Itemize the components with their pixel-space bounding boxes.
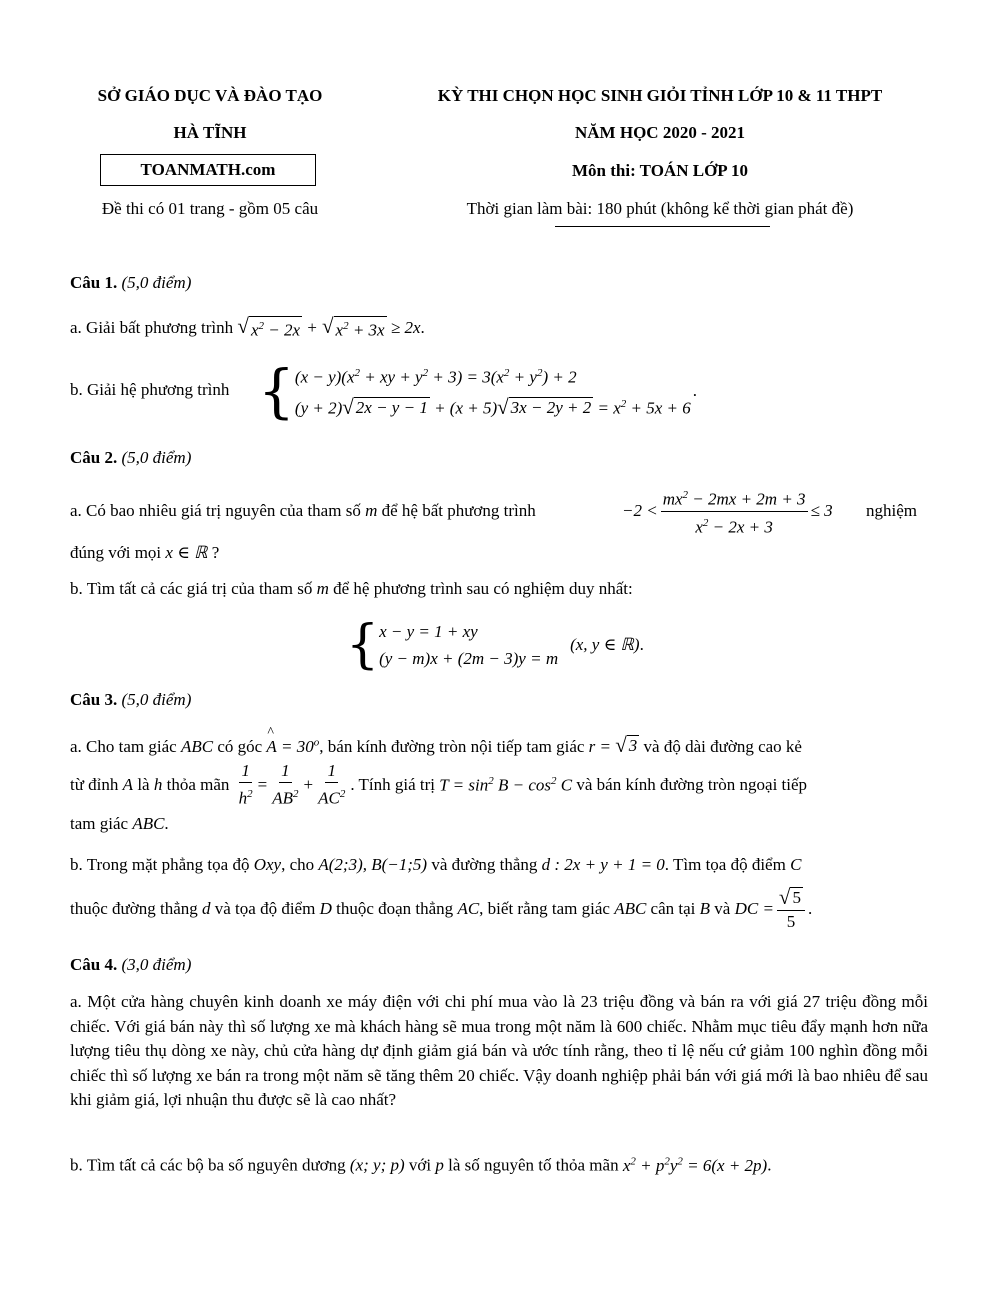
q4b-text3: là số nguyên tố thỏa mãn: [448, 1155, 619, 1175]
question-3-heading: [70, 690, 191, 710]
question-2a-line1: a. Có bao nhiêu giá trị nguyên của tham số m để hệ bất phương trình: [70, 501, 536, 520]
q3b-text9: cân tại: [650, 899, 696, 918]
q3b-text7: thuộc đoạn thẳng: [336, 899, 454, 918]
q3b-text2: , cho: [281, 855, 315, 874]
subject: Môn thi: TOÁN LỚP 10: [571, 161, 748, 180]
q3b-text1: b. Trong mặt phẳng tọa độ: [70, 855, 250, 874]
question-4-heading: [70, 955, 191, 975]
q4b-text1: b. Tìm tất cả các bộ ba số nguyên dương: [70, 1155, 346, 1175]
question-2-heading: [70, 448, 191, 468]
question-2b-text: b. Tìm tất cả các giá trị của tham số: [70, 579, 313, 598]
q3a-text7: thỏa mãn: [166, 774, 230, 794]
header-department: SỞ GIÁO DỤC VÀ ĐÀO TẠO: [97, 86, 323, 105]
question-1a-text: a. Giải bất phương trình: [70, 318, 234, 337]
q3a-text1: a. Cho tam giác: [70, 737, 177, 756]
q3b-text4: . Tìm tọa độ điểm: [664, 855, 786, 874]
q3b-text8: , biết rằng tam giác: [479, 899, 610, 918]
q3b-text3: và đường thẳng: [431, 855, 538, 874]
question-3a-line1: a. Cho tam giác ABC có góc ^ $A = 30^o$, bán kính đường tròn nội tiếp tam giác r = √ 3 và độ dài đường cao kẻ: [70, 735, 802, 757]
question-3a-line3: tam giác ABC.: [70, 814, 169, 833]
q3a-text3: , bán kính đường tròn nội tiếp tam giác: [319, 737, 585, 756]
school-year: NĂM HỌC 2020 - 2021: [575, 123, 745, 142]
question-2a-inequality: −2 < $\frac{mx^2 - 2mx + 2m + 3}{x^2 - 2x + 3}$ ≤ 3: [622, 486, 833, 536]
q3b-text5: thuộc đường thẳng: [70, 899, 198, 918]
site-box: [100, 154, 316, 186]
question-4-points: (3,0 điểm): [121, 955, 192, 974]
question-3b-line2: thuộc đường thẳng d và tọa độ điểm D thuộc đoạn thẳng AC , biết rằng tam giác ABC cân tại B và DC = √ 5 5 .: [70, 885, 813, 931]
question-4-title: Câu 4.: [70, 955, 118, 974]
header-page-info: Đề thi có 01 trang - gồm 05 câu: [101, 199, 319, 218]
question-1a-formula: √ $x^2 - 2x$ + √ $x^2 + 3x$ ≥ 2x: [237, 314, 421, 340]
q3a-text4: và độ dài đường cao kẻ: [643, 737, 802, 756]
question-4b: b. Tìm tất cả các bộ ba số nguyên dương (x; y; p) với p là số nguyên tố thỏa mãn $x^2 + p^2y^2 = 6(x + 2p)$.: [70, 1155, 772, 1175]
question-2a-text2: để hệ bất phương trình: [381, 501, 536, 520]
question-1b-label: b. Giải hệ phương trình: [70, 380, 230, 399]
question-4a-paragraph: a. Một cửa hàng chuyên kinh doanh xe máy điện với chi phí mua vào là 23 triệu đồng và bán ra với giá 27 triệu đồng mỗi chiếc. Với giá bán này thì số lượng xe mà khách hàng sẽ mua trong một năm là 600 chiếc. Nhằm mục tiêu đẩy mạnh hơn nữa lượng tiêu thụ dòng xe này, chủ cửa hàng dự định giảm giá bán và ước tính rằng, theo tỉ lệ nếu cứ giảm 100 nghìn đồng mỗi chiếc thì số lượng xe bán ra trong một năm sẽ tăng thêm 20 chiếc. Vậy doanh nghiệp phải bán với giá mới là bao nhiêu để sau khi giảm giá, lợi nhuận thu được sẽ là cao nhất?: [70, 992, 928, 1109]
question-2a-tail: nghiệm: [866, 501, 917, 520]
q4b-text2: với: [408, 1155, 432, 1175]
question-2-points: (5,0 điểm): [121, 448, 192, 467]
question-3b-line1: b. Trong mặt phẳng tọa độ Oxy, cho A(2;3), B(−1;5) và đường thẳng d : 2x + y + 1 = 0. Tìm tọa độ điểm C: [70, 855, 802, 874]
header-province: HÀ TĨNH: [173, 123, 247, 142]
question-3-points: (5,0 điểm): [121, 690, 192, 709]
question-1-points: (5,0 điểm): [121, 273, 192, 292]
system-brace-2: {: [346, 615, 380, 675]
question-2a-line2: đúng với mọi x ∈ ℝ ?: [70, 543, 220, 562]
question-2-title: Câu 2.: [70, 448, 118, 467]
q3b-text10: và: [714, 899, 731, 918]
question-2b-text2: để hệ phương trình sau có nghiệm duy nhất:: [333, 579, 633, 598]
header-divider: [555, 226, 770, 227]
question-2b-system: { x − y = 1 + xy (y − m)x + (2m − 3)y = m (x, y ∈ ℝ) .: [346, 615, 644, 675]
question-1-title: Câu 1.: [70, 273, 118, 292]
exam-title: KỲ THI CHỌN HỌC SINH GIỎI TỈNH LỚP 10 & 11 THPT: [437, 86, 883, 105]
question-3a-line2: từ đỉnh A là h thỏa mãn $\frac{1}{h^2}$ = $\frac{1}{AB^2}$ + $\frac{1}{AC^2}$ . Tính giá trị $T = \sin^2 B - \cos^2 C$ và bán kính đường tròn ngoại tiếp: [70, 761, 808, 808]
question-1a: a. Giải bất phương trình √ $x^2 - 2x$ + √ $x^2 + 3x$ ≥ 2x.: [70, 314, 425, 340]
q3a-text2: có góc: [217, 737, 263, 756]
q3a-text10: tam giác: [70, 814, 129, 833]
q3b-text6: và tọa độ điểm: [214, 899, 316, 918]
question-3-title: Câu 3.: [70, 690, 118, 709]
question-2a-line2-text: đúng với mọi: [70, 543, 162, 562]
q3a-text5: từ đỉnh: [70, 774, 119, 794]
question-1-heading: [70, 273, 191, 293]
system-brace: {: [258, 357, 295, 425]
site-name: TOANMATH.com: [140, 160, 276, 179]
q3a-text9: và bán kính đường tròn ngoại tiếp: [576, 774, 808, 794]
question-2a-text: a. Có bao nhiêu giá trị nguyên của tham số: [70, 501, 361, 520]
question-1b-system: { $(x - y)(x^2$ + xy + $y^2 + 3) = 3(x^2 + y^2) + 2$ (y + 2) √ 2x − y − 1 + (x + 5) √ 3x − 2y + 2 = $x^2 + 5x + 6$ .: [258, 357, 697, 425]
q3a-text8: . Tính giá trị: [350, 774, 436, 794]
q3a-text6: là: [137, 774, 150, 794]
question-2b-line1: b. Tìm tất cả các giá trị của tham số m để hệ phương trình sau có nghiệm duy nhất:: [70, 579, 633, 598]
time-info: Thời gian làm bài: 180 phút (không kể thời gian phát đề): [466, 199, 854, 218]
